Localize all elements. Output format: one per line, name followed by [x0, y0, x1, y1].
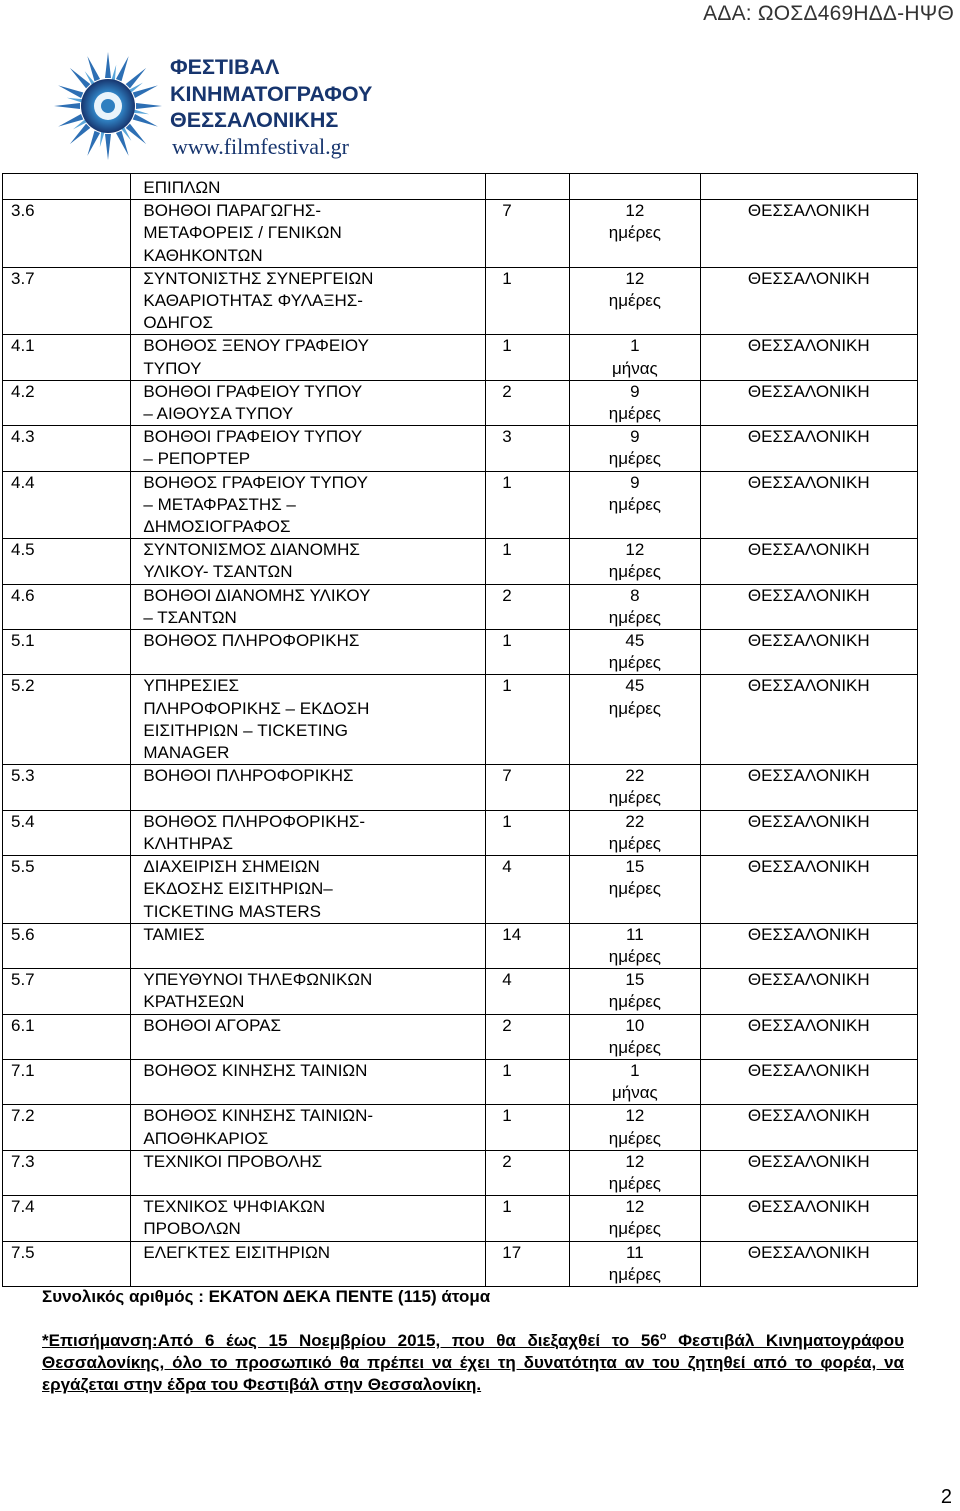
headcount-cell	[486, 1196, 570, 1241]
note-superscript: ο	[659, 1330, 667, 1343]
position-code: 4.4	[11, 472, 35, 492]
headcount-cell	[486, 923, 570, 968]
headcount-cell	[486, 1059, 570, 1104]
duration-line: ημέρες	[608, 607, 662, 627]
duration-line: 12	[625, 268, 645, 288]
headcount: 3	[502, 427, 512, 447]
table-row	[3, 1105, 918, 1150]
duration-cell	[570, 969, 700, 1014]
table-row	[3, 584, 918, 629]
duration-cell	[570, 1105, 700, 1150]
duration-cell	[570, 856, 700, 924]
duration-cell	[570, 471, 700, 539]
duration-cell	[570, 1196, 700, 1241]
location-cell	[700, 675, 917, 765]
logo-wordmark	[170, 54, 372, 134]
location-cell	[700, 267, 917, 335]
duration-cell	[570, 200, 700, 268]
position-title-line: ΒΟΗΘΟΣ ΞΕΝΟΥ ΓΡΑΦΕΙΟΥ	[143, 336, 369, 356]
position-title-cell	[131, 471, 486, 539]
note-text-end: Φεστιβάλ Κινηματογράφου Θεσσαλονίκης, όλο το προσωπικό θα πρέπει να έχει τη δυνατότητα αν του ζητηθεί από το φορέα, να εργάζεται στην έδρα του Φεστιβάλ στην Θεσσαλονίκη.	[42, 1331, 904, 1395]
headcount: 1	[502, 631, 512, 651]
position-title-line: ΒΟΗΘΟΙ ΑΓΟΡΑΣ	[143, 1015, 282, 1035]
position-title-line: ΕΚΔΟΣΗΣ ΕΙΣΙΤΗΡΙΩΝ–	[143, 879, 333, 899]
position-title-cell	[131, 1241, 486, 1286]
location: ΘΕΣΣΑΛΟΝΙΚΗ	[747, 1197, 870, 1217]
headcount-cell	[486, 267, 570, 335]
location: ΘΕΣΣΑΛΟΝΙΚΗ	[747, 811, 870, 831]
location-cell	[700, 200, 917, 268]
duration-line: 10	[625, 1015, 645, 1035]
headcount-cell	[486, 856, 570, 924]
position-code: 3.7	[11, 268, 35, 288]
table-row	[3, 426, 918, 471]
location: ΘΕΣΣΑΛΟΝΙΚΗ	[747, 381, 870, 401]
headcount-cell	[486, 200, 570, 268]
position-code: 7.2	[11, 1106, 35, 1126]
location-cell	[700, 174, 917, 200]
sun-burst-logo-icon	[52, 48, 164, 160]
duration-line: μήνας	[611, 358, 658, 378]
duration-line: ημέρες	[608, 698, 662, 718]
headcount: 1	[502, 676, 512, 696]
position-title-cell	[131, 584, 486, 629]
headcount: 2	[502, 1015, 512, 1035]
position-title-line: ΑΠΟΘΗΚΑΡΙΟΣ	[143, 1128, 269, 1148]
headcount-cell	[486, 174, 570, 200]
position-code-cell	[3, 1014, 131, 1059]
position-title-cell	[131, 923, 486, 968]
ada-code: ΑΔΑ: ΩΟΣΔ469ΗΔΔ-ΗΨΘ	[703, 2, 954, 25]
position-title-line: ΣΥΝΤΟΝΙΣΜΟΣ ΔΙΑΝΟΜΗΣ	[143, 540, 360, 560]
position-code-cell	[3, 267, 131, 335]
duration-line: ημέρες	[608, 1219, 662, 1239]
position-code-cell	[3, 810, 131, 855]
duration-cell	[570, 810, 700, 855]
table-row	[3, 856, 918, 924]
duration-line: 12	[625, 201, 645, 221]
location-cell	[700, 1014, 917, 1059]
position-code: 4.3	[11, 427, 35, 447]
page-number: 2	[940, 1486, 952, 1508]
position-title-cell	[131, 765, 486, 810]
table-row	[3, 335, 918, 380]
table-row	[3, 1150, 918, 1195]
position-code: 5.6	[11, 924, 35, 944]
position-title-cell	[131, 1059, 486, 1104]
position-code-cell	[3, 923, 131, 968]
duration-cell	[570, 1150, 700, 1195]
table-row	[3, 923, 918, 968]
duration-line: 9	[630, 427, 640, 447]
table-row	[3, 174, 918, 200]
table-row	[3, 810, 918, 855]
location: ΘΕΣΣΑΛΟΝΙΚΗ	[747, 268, 870, 288]
position-title-line: ΒΟΗΘΟΣ ΓΡΑΦΕΙΟΥ ΤΥΠΟΥ	[143, 472, 368, 492]
position-title-line: ΜΕΤΑΦΟΡΕΙΣ / ΓΕΝΙΚΩΝ	[143, 223, 342, 243]
position-code: 5.3	[11, 766, 35, 786]
duration-line: ημέρες	[608, 946, 662, 966]
table-row	[3, 267, 918, 335]
duration-line: 22	[625, 766, 645, 786]
position-title-line: ΚΛΗΤΗΡΑΣ	[143, 833, 233, 853]
headcount-cell	[486, 675, 570, 765]
headcount: 1	[502, 472, 512, 492]
position-code: 7.4	[11, 1197, 35, 1217]
duration-cell	[570, 426, 700, 471]
duration-line: 9	[630, 472, 640, 492]
headcount-cell	[486, 1105, 570, 1150]
position-title-line: ΤΥΠΟΥ	[143, 358, 202, 378]
location-cell	[700, 539, 917, 584]
duration-line: 22	[625, 811, 645, 831]
location: ΘΕΣΣΑΛΟΝΙΚΗ	[747, 766, 870, 786]
festival-logo	[52, 48, 392, 168]
position-title-line: ΕΛΕΓΚΤΕΣ ΕΙΣΙΤΗΡΙΩΝ	[143, 1242, 331, 1262]
headcount-cell	[486, 380, 570, 425]
headcount-cell	[486, 969, 570, 1014]
position-code-cell	[3, 1105, 131, 1150]
position-title-line: ΒΟΗΘΟΣ ΠΛΗΡΟΦΟΡΙΚΗΣ-	[143, 811, 366, 831]
location: ΘΕΣΣΑΛΟΝΙΚΗ	[747, 676, 870, 696]
position-title-cell	[131, 539, 486, 584]
position-title-cell	[131, 1105, 486, 1150]
location-cell	[700, 923, 917, 968]
headcount: 1	[502, 1197, 512, 1217]
position-title-line: ΚΡΑΤΗΣΕΩΝ	[143, 992, 245, 1012]
duration-line: ημέρες	[608, 494, 662, 514]
table-row	[3, 1059, 918, 1104]
headcount-cell	[486, 810, 570, 855]
duration-line: ημέρες	[608, 1128, 662, 1148]
duration-line: 45	[625, 631, 645, 651]
duration-line: 9	[630, 381, 640, 401]
position-title-line: ΒΟΗΘΟΣ ΠΛΗΡΟΦΟΡΙΚΗΣ	[143, 631, 360, 651]
position-code: 5.1	[11, 631, 35, 651]
headcount: 4	[502, 970, 512, 990]
position-title-cell	[131, 426, 486, 471]
headcount: 2	[502, 585, 512, 605]
duration-line: ημέρες	[608, 404, 662, 424]
position-code-cell	[3, 675, 131, 765]
duration-line: ημέρες	[608, 1037, 662, 1057]
table-row	[3, 471, 918, 539]
location-cell	[700, 765, 917, 810]
location-cell	[700, 1150, 917, 1195]
duration-line: ημέρες	[608, 788, 662, 808]
position-title-line: ΒΟΗΘΟΙ ΓΡΑΦΕΙΟΥ ΤΥΠΟΥ	[143, 427, 363, 447]
position-code-cell	[3, 856, 131, 924]
location-cell	[700, 584, 917, 629]
headcount: 1	[502, 268, 512, 288]
position-title-cell	[131, 335, 486, 380]
duration-line: 12	[625, 540, 645, 560]
position-title-cell	[131, 174, 486, 200]
position-code: 4.6	[11, 585, 35, 605]
staff-table-body	[3, 174, 918, 1287]
position-title-line: ΠΡΟΒΟΛΩΝ	[143, 1219, 241, 1239]
position-code-cell	[3, 471, 131, 539]
position-title-cell	[131, 1196, 486, 1241]
duration-line: 15	[625, 857, 645, 877]
location-cell	[700, 1059, 917, 1104]
location: ΘΕΣΣΑΛΟΝΙΚΗ	[747, 924, 870, 944]
table-row	[3, 1196, 918, 1241]
logo-line-2: ΚΙΝΗΜΑΤΟΓΡΑΦΟΥ	[170, 81, 373, 106]
location-cell	[700, 335, 917, 380]
headcount: 14	[502, 924, 522, 944]
staff-table	[2, 173, 918, 1287]
headcount-cell	[486, 1241, 570, 1286]
headcount: 4	[502, 857, 512, 877]
duration-cell	[570, 1059, 700, 1104]
total-summary: Συνολικός αριθμός : ΕΚΑΤΟΝ ΔΕΚΑ ΠΕΝΤΕ (115) άτομα	[42, 1287, 491, 1306]
location-cell	[700, 426, 917, 471]
location: ΘΕΣΣΑΛΟΝΙΚΗ	[747, 857, 870, 877]
position-title-line: ΤΕΧΝΙΚΟΙ ΠΡΟΒΟΛΗΣ	[143, 1151, 323, 1171]
headcount: 2	[502, 381, 512, 401]
duration-cell	[570, 630, 700, 675]
headcount-cell	[486, 1150, 570, 1195]
duration-line: 12	[625, 1197, 645, 1217]
table-row	[3, 969, 918, 1014]
headcount-cell	[486, 471, 570, 539]
position-code: 6.1	[11, 1015, 35, 1035]
location: ΘΕΣΣΑΛΟΝΙΚΗ	[747, 1015, 870, 1035]
duration-line: 15	[625, 970, 645, 990]
position-title-cell	[131, 856, 486, 924]
position-title-cell	[131, 1150, 486, 1195]
location-cell	[700, 1196, 917, 1241]
location-cell	[700, 1241, 917, 1286]
position-title-line: ΒΟΗΘΟΙ ΓΡΑΦΕΙΟΥ ΤΥΠΟΥ	[143, 381, 363, 401]
headcount: 7	[502, 766, 512, 786]
table-row	[3, 380, 918, 425]
position-title-line: ΔΙΑΧΕΙΡΙΣΗ ΣΗΜΕΙΩΝ	[143, 857, 320, 877]
table-row	[3, 765, 918, 810]
position-code: 5.5	[11, 857, 35, 877]
location: ΘΕΣΣΑΛΟΝΙΚΗ	[747, 1242, 870, 1262]
location-cell	[700, 969, 917, 1014]
position-title-cell	[131, 200, 486, 268]
location: ΘΕΣΣΑΛΟΝΙΚΗ	[747, 201, 870, 221]
headcount-cell	[486, 630, 570, 675]
headcount: 17	[502, 1242, 522, 1262]
duration-line: μήνας	[611, 1083, 658, 1103]
location: ΘΕΣΣΑΛΟΝΙΚΗ	[747, 970, 870, 990]
table-row	[3, 1014, 918, 1059]
table-row	[3, 1241, 918, 1286]
headcount: 1	[502, 336, 512, 356]
headcount-cell	[486, 539, 570, 584]
duration-cell	[570, 584, 700, 629]
position-code-cell	[3, 969, 131, 1014]
location: ΘΕΣΣΑΛΟΝΙΚΗ	[747, 1151, 870, 1171]
duration-line: 11	[626, 1242, 644, 1262]
position-code: 5.4	[11, 811, 35, 831]
location: ΘΕΣΣΑΛΟΝΙΚΗ	[747, 585, 870, 605]
position-code-cell	[3, 1059, 131, 1104]
logo-url: www.filmfestival.gr	[172, 134, 349, 159]
position-title-line: ΤΕΧΝΙΚΟΣ ΨΗΦΙΑΚΩΝ	[143, 1197, 326, 1217]
duration-line: ημέρες	[608, 291, 662, 311]
position-code-cell	[3, 380, 131, 425]
position-title-line: ΚΑΘΗΚΟΝΤΩΝ	[143, 245, 263, 265]
position-title-cell	[131, 267, 486, 335]
position-code-cell	[3, 174, 131, 200]
table-row	[3, 675, 918, 765]
duration-cell	[570, 765, 700, 810]
position-title-line: ΥΠΕΥΘΥΝΟΙ ΤΗΛΕΦΩΝΙΚΩΝ	[143, 970, 373, 990]
position-code: 5.2	[11, 676, 35, 696]
position-code-cell	[3, 335, 131, 380]
position-code-cell	[3, 630, 131, 675]
position-title-line: ΥΠΗΡΕΣΙΕΣ	[143, 676, 240, 696]
position-title-line: ΚΑΘΑΡΙΟΤΗΤΑΣ ΦΥΛΑΞΗΣ-	[143, 291, 363, 311]
position-title-cell	[131, 969, 486, 1014]
logo-line-3: ΘΕΣΣΑΛΟΝΙΚΗΣ	[170, 108, 339, 132]
headcount: 1	[502, 811, 512, 831]
position-title-cell	[131, 810, 486, 855]
duration-line: ημέρες	[608, 833, 662, 853]
position-title-line: MANAGER	[143, 743, 230, 763]
location-cell	[700, 380, 917, 425]
duration-line: ημέρες	[608, 223, 662, 243]
headcount: 1	[502, 1060, 512, 1080]
position-title-line: ΕΠΙΠΛΩΝ	[143, 178, 221, 197]
position-title-cell	[131, 1014, 486, 1059]
duration-line: 45	[625, 676, 645, 696]
duration-line: 12	[625, 1106, 645, 1126]
headcount: 1	[502, 540, 512, 560]
position-code-cell	[3, 200, 131, 268]
position-title-line: – ΑΙΘΟΥΣΑ ΤΥΠΟΥ	[143, 404, 294, 424]
position-code: 7.3	[11, 1151, 35, 1171]
location: ΘΕΣΣΑΛΟΝΙΚΗ	[747, 631, 870, 651]
location: ΘΕΣΣΑΛΟΝΙΚΗ	[747, 336, 870, 356]
location-cell	[700, 810, 917, 855]
headcount: 2	[502, 1151, 512, 1171]
position-title-line: ΒΟΗΘΟΙ ΠΛΗΡΟΦΟΡΙΚΗΣ	[143, 766, 354, 786]
duration-cell	[570, 267, 700, 335]
position-title-line: ΒΟΗΘΟΣ ΚΙΝΗΣΗΣ ΤΑΙΝΙΩΝ	[143, 1060, 368, 1080]
position-code-cell	[3, 584, 131, 629]
duration-line: ημέρες	[608, 449, 662, 469]
position-code-cell	[3, 1150, 131, 1195]
location-cell	[700, 856, 917, 924]
note-paragraph	[42, 1330, 904, 1397]
location: ΘΕΣΣΑΛΟΝΙΚΗ	[747, 1060, 870, 1080]
position-code: 7.5	[11, 1242, 35, 1262]
position-title-line: – ΜΕΤΑΦΡΑΣΤΗΣ –	[143, 494, 296, 514]
duration-line: ημέρες	[608, 1264, 662, 1284]
position-title-line: ΣΥΝΤΟΝΙΣΤΗΣ ΣΥΝΕΡΓΕΙΩΝ	[143, 268, 374, 288]
position-title-cell	[131, 675, 486, 765]
duration-cell	[570, 380, 700, 425]
position-title-line: – ΡΕΠΟΡΤΕΡ	[143, 449, 251, 469]
headcount-cell	[486, 584, 570, 629]
position-title-cell	[131, 630, 486, 675]
duration-line: 8	[630, 585, 640, 605]
duration-cell	[570, 539, 700, 584]
position-code: 4.5	[11, 540, 35, 560]
duration-line: ημέρες	[608, 1173, 662, 1193]
location-cell	[700, 630, 917, 675]
headcount-cell	[486, 426, 570, 471]
position-title-line: ΕΙΣΙΤΗΡΙΩΝ – TICKETING	[143, 720, 348, 740]
duration-cell	[570, 1241, 700, 1286]
duration-cell	[570, 335, 700, 380]
position-title-line: ΒΟΗΘΟΙ ΔΙΑΝΟΜΗΣ ΥΛΙΚΟΥ	[143, 585, 371, 605]
duration-cell	[570, 675, 700, 765]
duration-cell	[570, 174, 700, 200]
duration-line: ημέρες	[608, 562, 662, 582]
location: ΘΕΣΣΑΛΟΝΙΚΗ	[747, 472, 870, 492]
position-title-line: ΒΟΗΘΟΣ ΚΙΝΗΣΗΣ ΤΑΙΝΙΩΝ-	[143, 1106, 374, 1126]
position-code: 3.6	[11, 201, 35, 221]
position-title-line: ΠΛΗΡΟΦΟΡΙΚΗΣ – ΕΚΔΟΣΗ	[143, 698, 370, 718]
note-text-start: *Επισήμανση:Από 6 έως 15 Νοεμβρίου 2015, που θα διεξαχθεί το 56	[42, 1331, 660, 1350]
position-code: 4.2	[11, 381, 35, 401]
location-cell	[700, 471, 917, 539]
position-title-line: ΟΔΗΓΟΣ	[143, 313, 213, 333]
table-row	[3, 539, 918, 584]
duration-line: 1	[630, 1060, 640, 1080]
position-code: 7.1	[11, 1060, 35, 1080]
position-code-cell	[3, 539, 131, 584]
headcount-cell	[486, 765, 570, 810]
position-title-line: ΥΛΙΚΟΥ- ΤΣΑΝΤΩΝ	[143, 562, 293, 582]
position-code: 4.1	[11, 336, 35, 356]
position-code-cell	[3, 1241, 131, 1286]
position-code: 5.7	[11, 970, 35, 990]
position-title-line: ΔΗΜΟΣΙΟΓΡΑΦΟΣ	[143, 517, 291, 537]
headcount-cell	[486, 335, 570, 380]
table-row	[3, 200, 918, 268]
duration-line: 12	[625, 1151, 645, 1171]
position-code-cell	[3, 426, 131, 471]
duration-cell	[570, 923, 700, 968]
table-row	[3, 630, 918, 675]
logo-line-1: ΦΕΣΤΙΒΑΛ	[170, 55, 280, 79]
location: ΘΕΣΣΑΛΟΝΙΚΗ	[747, 540, 870, 560]
headcount: 1	[502, 1106, 512, 1126]
duration-line: ημέρες	[608, 653, 662, 673]
duration-line: ημέρες	[608, 879, 662, 899]
duration-cell	[570, 1014, 700, 1059]
duration-line: 1	[630, 336, 640, 356]
duration-line: 11	[626, 924, 644, 944]
position-code-cell	[3, 765, 131, 810]
position-title-line: ΒΟΗΘΟΙ ΠΑΡΑΓΩΓΗΣ-	[143, 201, 322, 221]
location: ΘΕΣΣΑΛΟΝΙΚΗ	[747, 427, 870, 447]
position-title-line: – ΤΣΑΝΤΩΝ	[143, 607, 237, 627]
location: ΘΕΣΣΑΛΟΝΙΚΗ	[747, 1106, 870, 1126]
position-title-line: ΤΑΜΙΕΣ	[143, 924, 205, 944]
position-title-cell	[131, 380, 486, 425]
headcount: 7	[502, 201, 512, 221]
position-code-cell	[3, 1196, 131, 1241]
location-cell	[700, 1105, 917, 1150]
position-title-line: TICKETING MASTERS	[143, 901, 321, 921]
duration-line: ημέρες	[608, 992, 662, 1012]
headcount-cell	[486, 1014, 570, 1059]
